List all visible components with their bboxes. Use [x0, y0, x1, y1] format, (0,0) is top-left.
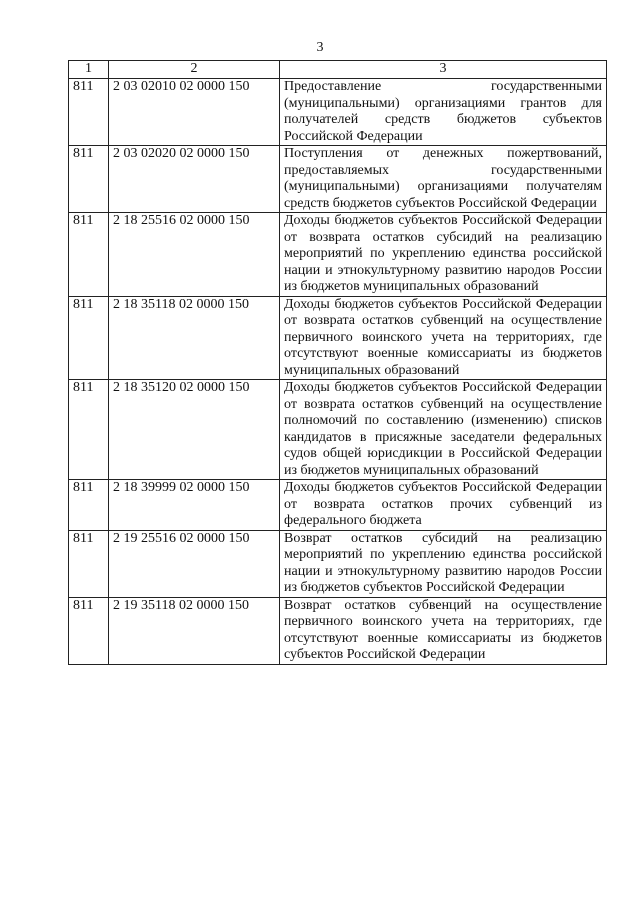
- table-row: [69, 79, 607, 146]
- description-cell: Доходы бюджетов субъектов Российской Федерации от возврата остатков прочих субвенций из федерального бюджета: [280, 480, 607, 531]
- table-header-row: [69, 61, 607, 79]
- table-row: [69, 146, 607, 213]
- description-cell: Доходы бюджетов субъектов Российской Федерации от возврата остатков субвенций на осуществление первичного воинского учета на территориях, где отсутствуют военные комиссариаты из бюджетов муниципальных образований: [280, 296, 607, 380]
- table-row: [69, 296, 607, 380]
- description-cell: Поступления от денежных пожертвований, предоставляемых государственными (муниципальными) организациями получателям средств бюджетов субъектов Российской Федерации: [280, 146, 607, 213]
- admin-code-cell: 811: [69, 146, 109, 213]
- column-header-3: 3: [280, 61, 607, 79]
- column-header-2: 2: [109, 61, 280, 79]
- budget-code-cell: 2 18 39999 02 0000 150: [109, 480, 280, 531]
- budget-code-cell: 2 18 25516 02 0000 150: [109, 213, 280, 297]
- table-row: [69, 597, 607, 664]
- budget-code-cell: 2 18 35118 02 0000 150: [109, 296, 280, 380]
- table-row: [69, 480, 607, 531]
- description-cell: Возврат остатков субсидий на реализацию мероприятий по укреплению единства российской нации и этнокультурному развитию народов России из бюджетов субъектов Российской Федерации: [280, 530, 607, 597]
- budget-code-cell: 2 03 02010 02 0000 150: [109, 79, 280, 146]
- admin-code-cell: 811: [69, 296, 109, 380]
- admin-code-cell: 811: [69, 79, 109, 146]
- column-header-1: 1: [69, 61, 109, 79]
- budget-code-cell: 2 19 25516 02 0000 150: [109, 530, 280, 597]
- description-cell: Предоставление государственными (муниципальными) организациями грантов для получателей средств бюджетов субъектов Российской Федерации: [280, 79, 607, 146]
- table-row: [69, 213, 607, 297]
- budget-codes-table: [68, 60, 607, 665]
- table-row: [69, 530, 607, 597]
- budget-code-cell: 2 18 35120 02 0000 150: [109, 380, 280, 480]
- budget-code-cell: 2 03 02020 02 0000 150: [109, 146, 280, 213]
- description-cell: Доходы бюджетов субъектов Российской Федерации от возврата остатков субвенций на осуществление полномочий по составлению (изменению) списков кандидатов в присяжные заседатели федеральных судов общей юрисдикции в Российской Федерации из бюджетов муниципальных образований: [280, 380, 607, 480]
- table-row: [69, 380, 607, 480]
- admin-code-cell: 811: [69, 530, 109, 597]
- description-cell: Возврат остатков субвенций на осуществление первичного воинского учета на территориях, где отсутствуют военные комиссариаты из бюджетов субъектов Российской Федерации: [280, 597, 607, 664]
- admin-code-cell: 811: [69, 597, 109, 664]
- page-number: 3: [316, 40, 324, 55]
- description-cell: Доходы бюджетов субъектов Российской Федерации от возврата остатков субсидий на реализацию мероприятий по укреплению единства российской нации и этнокультурному развитию народов России из бюджетов муниципальных образований: [280, 213, 607, 297]
- admin-code-cell: 811: [69, 213, 109, 297]
- admin-code-cell: 811: [69, 380, 109, 480]
- budget-code-cell: 2 19 35118 02 0000 150: [109, 597, 280, 664]
- admin-code-cell: 811: [69, 480, 109, 531]
